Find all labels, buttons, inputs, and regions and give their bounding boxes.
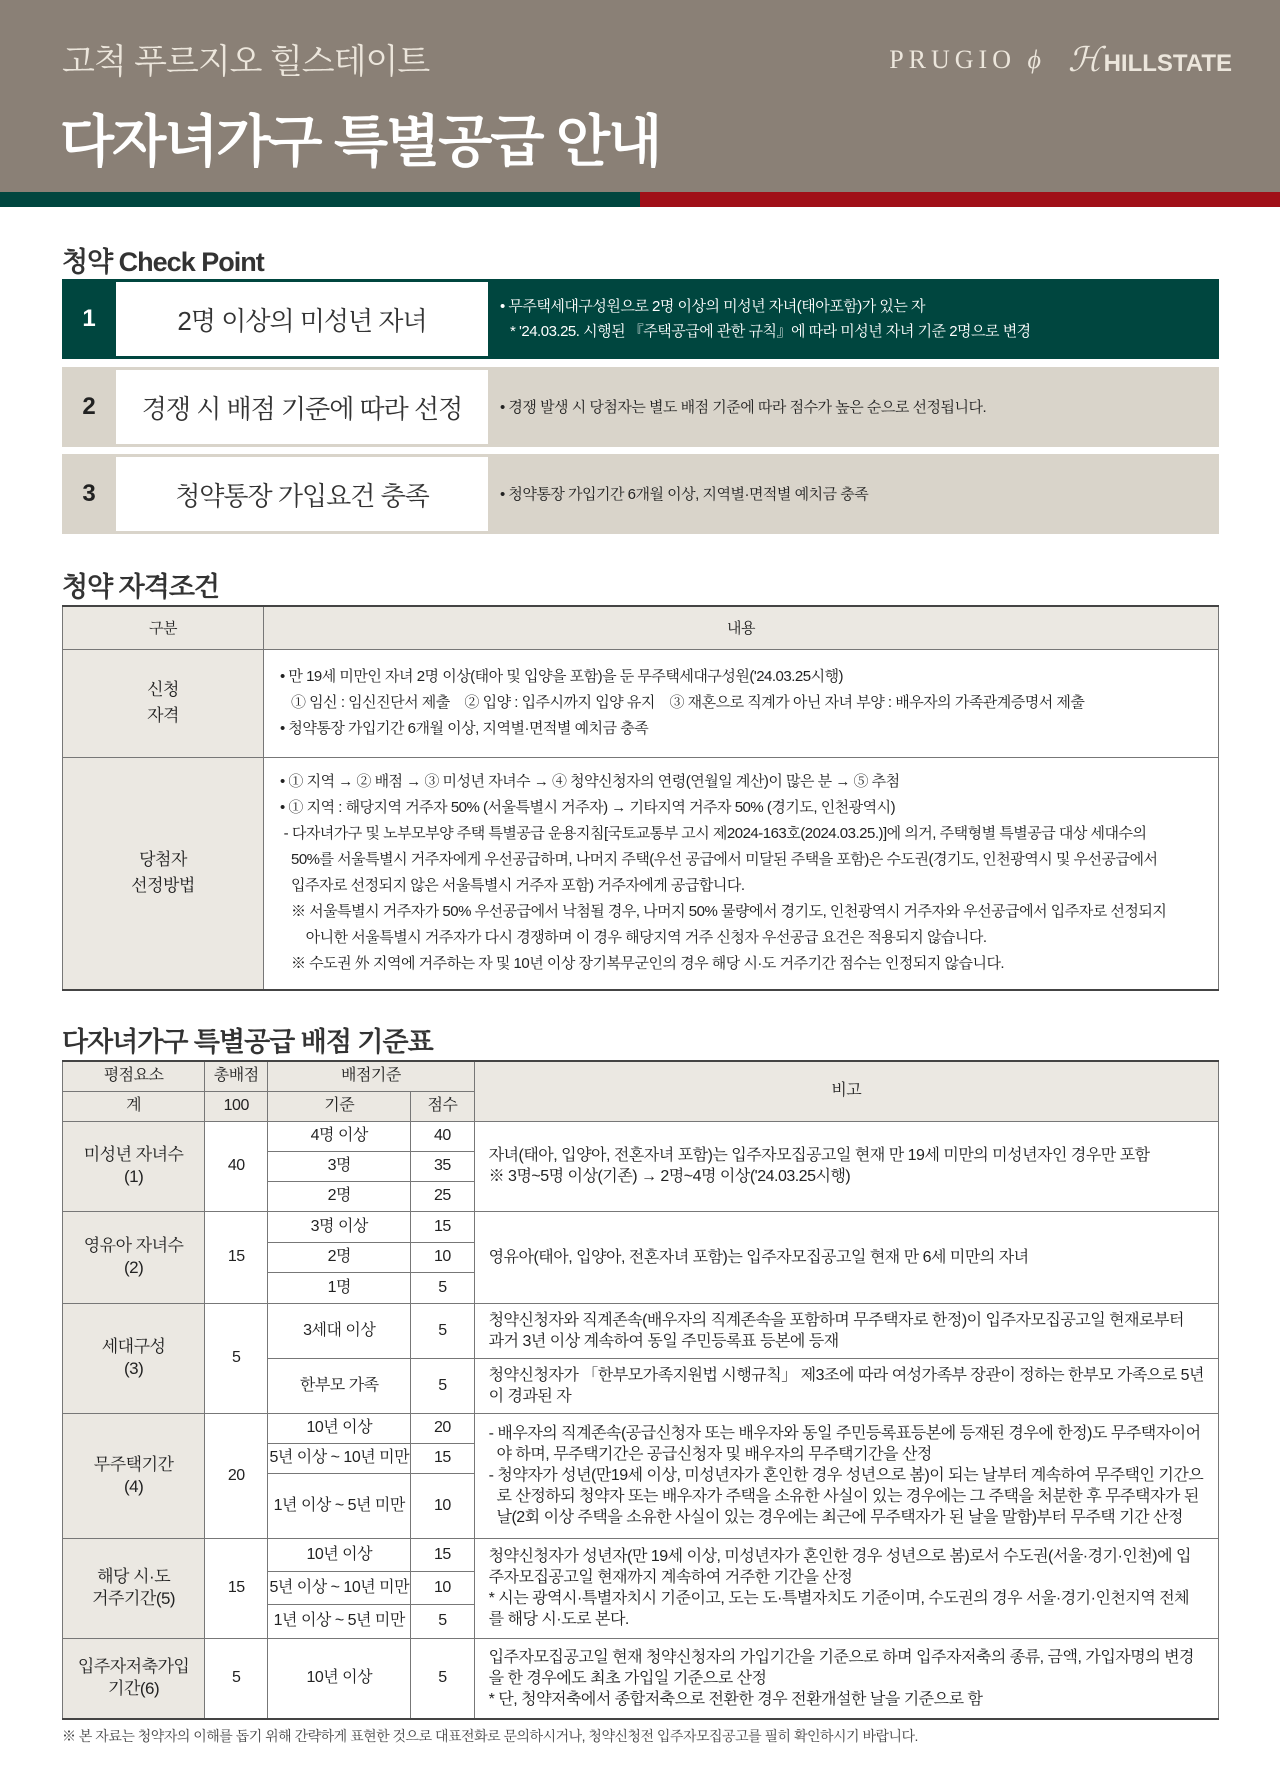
score-note <box>474 1413 1218 1538</box>
note-line: 야 하며, 무주택기간은 공급신청자 및 배우자의 무주택기간을 산정 <box>488 1446 932 1463</box>
score-points: 35 <box>411 1151 474 1181</box>
description-line: • 청약통장 가입기간 6개월 이상, 지역별·면적별 예치금 충족 <box>500 485 869 503</box>
content-line: 입주자로 선정되지 않은 서울특별시 거주자 포함) 거주자에게 공급합니다. <box>280 877 745 895</box>
checkpoint-number: 3 <box>82 480 96 507</box>
row-content <box>264 757 1219 990</box>
element-line: (2) <box>123 1258 144 1277</box>
score-note <box>474 1638 1218 1719</box>
hillstate-text: HILLSTATE <box>1103 50 1232 77</box>
score-row <box>63 1638 1219 1719</box>
score-basis: 2명 <box>268 1181 411 1211</box>
note-line: - 배우자의 직계존속(공급신청자 또는 배우자와 동일 주민등록표등본에 등재된 경우에 한정)도 무주택자이어 <box>488 1425 1201 1442</box>
prugio-mark-icon: ϕ <box>1027 45 1046 74</box>
checkpoint-item <box>62 367 1219 447</box>
score-points: 15 <box>411 1211 474 1242</box>
score-basis: 1년 이상 ~ 5년 미만 <box>268 1604 411 1638</box>
red-accent-bar <box>640 192 1280 207</box>
score-points: 10 <box>411 1242 474 1272</box>
score-points: 5 <box>411 1303 474 1358</box>
checkpoint-description <box>488 454 1219 534</box>
score-row <box>63 1413 1219 1443</box>
col-header-total: 총배점 <box>205 1061 268 1091</box>
score-points: 40 <box>411 1121 474 1151</box>
score-note <box>474 1211 1218 1303</box>
score-points: 5 <box>411 1272 474 1303</box>
score-note <box>474 1538 1218 1638</box>
page-title: 다자녀가구 특별공급 안내 <box>60 110 661 173</box>
checkpoint-title: 경쟁 시 배점 기준에 따라 선정 <box>116 370 488 444</box>
score-points: 10 <box>411 1473 474 1538</box>
score-basis: 10년 이상 <box>268 1413 411 1443</box>
page-header <box>0 0 1280 192</box>
content-line: • 청약통장 가입기간 6개월 이상, 지역별·면적별 예치금 충족 <box>280 720 649 737</box>
note-line: 자녀(태아, 입양아, 전혼자녀 포함)는 입주자모집공고일 현재 만 19세 미만의 미성년자인 경우만 포함 <box>488 1147 1150 1164</box>
content-line: ① 임신 : 임신진단서 제출 ② 입양 : 입주시까지 입양 유지 ③ 재혼으로 직계가 아닌 자녀 부양 : 배우자의 가족관계증명서 제출 <box>280 694 1085 711</box>
checkpoint-title: 2명 이상의 미성년 자녀 <box>116 282 488 356</box>
col-header-points: 점수 <box>411 1091 474 1121</box>
score-basis: 1명 <box>268 1272 411 1303</box>
sum-total: 100 <box>205 1091 268 1121</box>
prugio-text: PRUGIO <box>889 45 1016 74</box>
row-label <box>63 649 264 757</box>
checkpoint-description <box>488 279 1219 359</box>
content-line: 아니한 서울특별시 거주자가 다시 경쟁하며 이 경우 해당지역 거주 신청자 우선공급 요건은 적용되지 않습니다. <box>280 929 987 947</box>
checkpoint-description <box>488 367 1219 447</box>
label-line: 당첨자 <box>139 850 187 870</box>
element-line: (4) <box>123 1476 144 1496</box>
description-line: • 경쟁 발생 시 당첨자는 별도 배점 기준에 따라 점수가 높은 순으로 선정됩니다. <box>500 398 987 416</box>
element-line: 거주기간(5) <box>92 1589 176 1608</box>
score-element <box>63 1303 205 1413</box>
score-element <box>63 1121 205 1211</box>
content-line: 50%를 서울특별시 거주자에게 우선공급하며, 나머지 주택(우선 공급에서 미달된 주택을 포함)은 수도권(경기도, 인천광역시 및 우선공급에서 <box>280 851 1158 869</box>
score-total: 40 <box>205 1121 268 1211</box>
note-line: - 청약자가 성년(만19세 이상, 미성년자가 혼인한 경우 성년으로 봄)이 되는 날부터 계속하여 무주택인 기간으 <box>488 1467 1204 1484</box>
score-basis: 한부모 가족 <box>268 1358 411 1413</box>
note-line: 로 산정하되 청약자 또는 배우자가 주택을 소유한 사실이 있는 경우에는 그 주택을 처분한 후 무주택자가 된 <box>488 1488 1199 1505</box>
score-row <box>63 1538 1219 1571</box>
note-line: 날(2회 이상 주택을 소유한 사실이 있는 경우에는 최근에 무주택자가 된 날을 말함)부터 무주택 기간 산정 <box>488 1509 1183 1526</box>
note-line: 이 경과된 자 <box>488 1387 572 1405</box>
description-line: * '24.03.25. 시행된 『주택공급에 관한 규칙』에 따라 미성년 자녀 기준 2명으로 변경 <box>510 323 1031 340</box>
prugio-logo <box>889 45 1046 75</box>
element-line: (3) <box>123 1359 144 1378</box>
score-table <box>62 1060 1219 1720</box>
element-line: 무주택기간 <box>93 1454 174 1474</box>
score-total: 5 <box>205 1638 268 1719</box>
element-line: 해당 시·도 <box>97 1567 171 1586</box>
score-points: 25 <box>411 1181 474 1211</box>
score-row <box>63 1121 1219 1151</box>
score-basis: 10년 이상 <box>268 1638 411 1719</box>
note-line: 영유아(태아, 입양아, 전혼자녀 포함)는 입주자모집공고일 현재 만 6세 미만의 자녀 <box>488 1248 1029 1266</box>
score-points: 5 <box>411 1358 474 1413</box>
footnote: ※ 본 자료는 청약자의 이해를 돕기 위해 간략하게 표현한 것으로 대표전화로 문의하시거나, 청약신청전 입주자모집공고를 필히 확인하시기 바랍니다. <box>62 1728 918 1744</box>
score-points: 5 <box>411 1638 474 1719</box>
score-points: 15 <box>411 1538 474 1571</box>
score-basis: 5년 이상 ~ 10년 미만 <box>268 1443 411 1473</box>
brand-logos <box>889 40 1232 80</box>
score-heading: 다자녀가구 특별공급 배점 기준표 <box>62 1027 433 1057</box>
score-element <box>63 1538 205 1638</box>
score-basis: 10년 이상 <box>268 1538 411 1571</box>
label-line: 신청 <box>147 680 179 699</box>
score-basis: 4명 이상 <box>268 1121 411 1151</box>
row-content <box>264 649 1219 757</box>
col-header-note: 비고 <box>474 1061 1218 1121</box>
checkpoint-number: 2 <box>82 393 96 420</box>
score-element <box>63 1638 205 1719</box>
col-header-content: 내용 <box>264 606 1219 649</box>
score-note <box>474 1121 1218 1211</box>
qualification-table <box>62 605 1219 991</box>
score-points: 20 <box>411 1413 474 1443</box>
score-basis: 3명 이상 <box>268 1211 411 1242</box>
qualification-row <box>63 757 1219 990</box>
note-line: * 단, 청약저축에서 종합저축으로 전환한 경우 전환개설한 날을 기준으로 함 <box>488 1690 983 1708</box>
green-accent-bar <box>0 192 640 207</box>
element-line: (1) <box>123 1167 144 1186</box>
col-header-category: 구분 <box>63 606 264 649</box>
score-basis: 3세대 이상 <box>268 1303 411 1358</box>
note-line: 입주자모집공고일 현재 청약신청자의 가입기간을 기준으로 하며 입주자저축의 종류, 금액, 가입자명의 변경 <box>488 1648 1195 1666</box>
content-line: ※ 수도권 外 지역에 거주하는 자 및 10년 이상 장기복무군인의 경우 해당 시·도 거주기간 점수는 인정되지 않습니다. <box>280 955 1005 973</box>
score-basis: 2명 <box>268 1242 411 1272</box>
hillstate-logo <box>1068 40 1232 80</box>
qualification-row <box>63 649 1219 757</box>
note-line: 를 해당 시·도로 본다. <box>488 1611 629 1628</box>
score-row <box>63 1211 1219 1242</box>
note-line: 과거 3년 이상 계속하여 동일 주민등록표 등본에 등재 <box>488 1332 839 1350</box>
checkpoint-number: 1 <box>82 305 96 332</box>
element-line: 영유아 자녀수 <box>83 1236 184 1255</box>
note-line: 청약신청자와 직계존속(배우자의 직계존속을 포함하며 무주택자로 한정)이 입주자모집공고일 현재로부터 <box>488 1311 1184 1329</box>
complex-name: 고척 푸르지오 힐스테이트 <box>62 43 430 81</box>
score-points: 15 <box>411 1443 474 1473</box>
content-line: ※ 서울특별시 거주자가 50% 우선공급에서 낙첨될 경우, 나머지 50% 물량에서 경기도, 인천광역시 거주자와 우선공급에서 입주자로 선정되지 <box>280 903 1167 921</box>
score-note <box>474 1358 1218 1413</box>
score-total: 15 <box>205 1211 268 1303</box>
score-basis: 1년 이상 ~ 5년 미만 <box>268 1473 411 1538</box>
score-row <box>63 1303 1219 1358</box>
score-points: 10 <box>411 1571 474 1604</box>
content-line: - 다자녀가구 및 노부모부양 주택 특별공급 운용지침[국토교통부 고시 제2024-163호(2024.03.25.)]에 의거, 주택형별 특별공급 대상 세대수의 <box>280 825 1147 843</box>
element-line: 입주자저축가입 <box>77 1657 190 1677</box>
label-line: 선정방법 <box>131 876 195 896</box>
element-line: 세대구성 <box>101 1337 166 1356</box>
element-line: 미성년 자녀수 <box>83 1145 184 1164</box>
score-basis: 5년 이상 ~ 10년 미만 <box>268 1571 411 1604</box>
label-line: 자격 <box>147 706 179 725</box>
note-line: ※ 3명~5명 이상(기존) → 2명~4명 이상('24.03.25시행) <box>488 1168 851 1185</box>
content-line: • ① 지역 → ② 배점 → ③ 미성년 자녀수 → ④ 청약신청자의 연령(연월일 계산)이 많은 분 → ⑤ 추첨 <box>280 773 900 791</box>
score-element <box>63 1211 205 1303</box>
checkpoint-title: 청약통장 가입요건 충족 <box>116 457 488 531</box>
score-element <box>63 1413 205 1538</box>
sum-label: 계 <box>63 1091 205 1121</box>
col-header-element: 평점요소 <box>63 1061 205 1091</box>
note-line: 주자모집공고일 현재까지 계속하여 거주한 기간을 산정 <box>488 1569 853 1586</box>
description-line: • 무주택세대구성원으로 2명 이상의 미성년 자녀(태아포함)가 있는 자 <box>500 298 925 315</box>
checkpoint-item <box>62 279 1219 359</box>
hillstate-mark-icon: ℋ <box>1067 42 1102 79</box>
note-line: 청약신청자가 성년자(만 19세 이상, 미성년자가 혼인한 경우 성년으로 봄)로서 수도권(서울·경기·인천)에 입 <box>488 1548 1191 1565</box>
note-line: 청약신청자가 「한부모가족지원법 시행규칙」 제3조에 따라 여성가족부 장관이 정하는 한부모 가족으로 5년 <box>488 1366 1204 1384</box>
score-basis: 3명 <box>268 1151 411 1181</box>
score-points: 5 <box>411 1604 474 1638</box>
score-note <box>474 1303 1218 1358</box>
note-line: 을 한 경우에도 최초 가입일 기준으로 산정 <box>488 1669 767 1687</box>
element-line: 기간(6) <box>108 1679 160 1699</box>
score-total: 5 <box>205 1303 268 1413</box>
checkpoint-heading: 청약 Check Point <box>62 247 264 277</box>
row-label <box>63 757 264 990</box>
score-total: 20 <box>205 1413 268 1538</box>
qualification-heading: 청약 자격조건 <box>62 572 219 602</box>
note-line: * 시는 광역시·특별자치시 기준이고, 도는 도·특별자치도 기준이며, 수도권의 경우 서울·경기·인천지역 전체 <box>488 1590 1190 1607</box>
content-line: • 만 19세 미만인 자녀 2명 이상(태아 및 입양을 포함)을 둔 무주택세대구성원('24.03.25시행) <box>280 668 844 685</box>
col-header-criteria: 배점기준 <box>268 1061 474 1091</box>
score-total: 15 <box>205 1538 268 1638</box>
col-header-basis: 기준 <box>268 1091 411 1121</box>
content-line: • ① 지역 : 해당지역 거주자 50% (서울특별시 거주자) → 기타지역 거주자 50% (경기도, 인천광역시) <box>280 799 896 817</box>
checkpoint-item <box>62 454 1219 534</box>
